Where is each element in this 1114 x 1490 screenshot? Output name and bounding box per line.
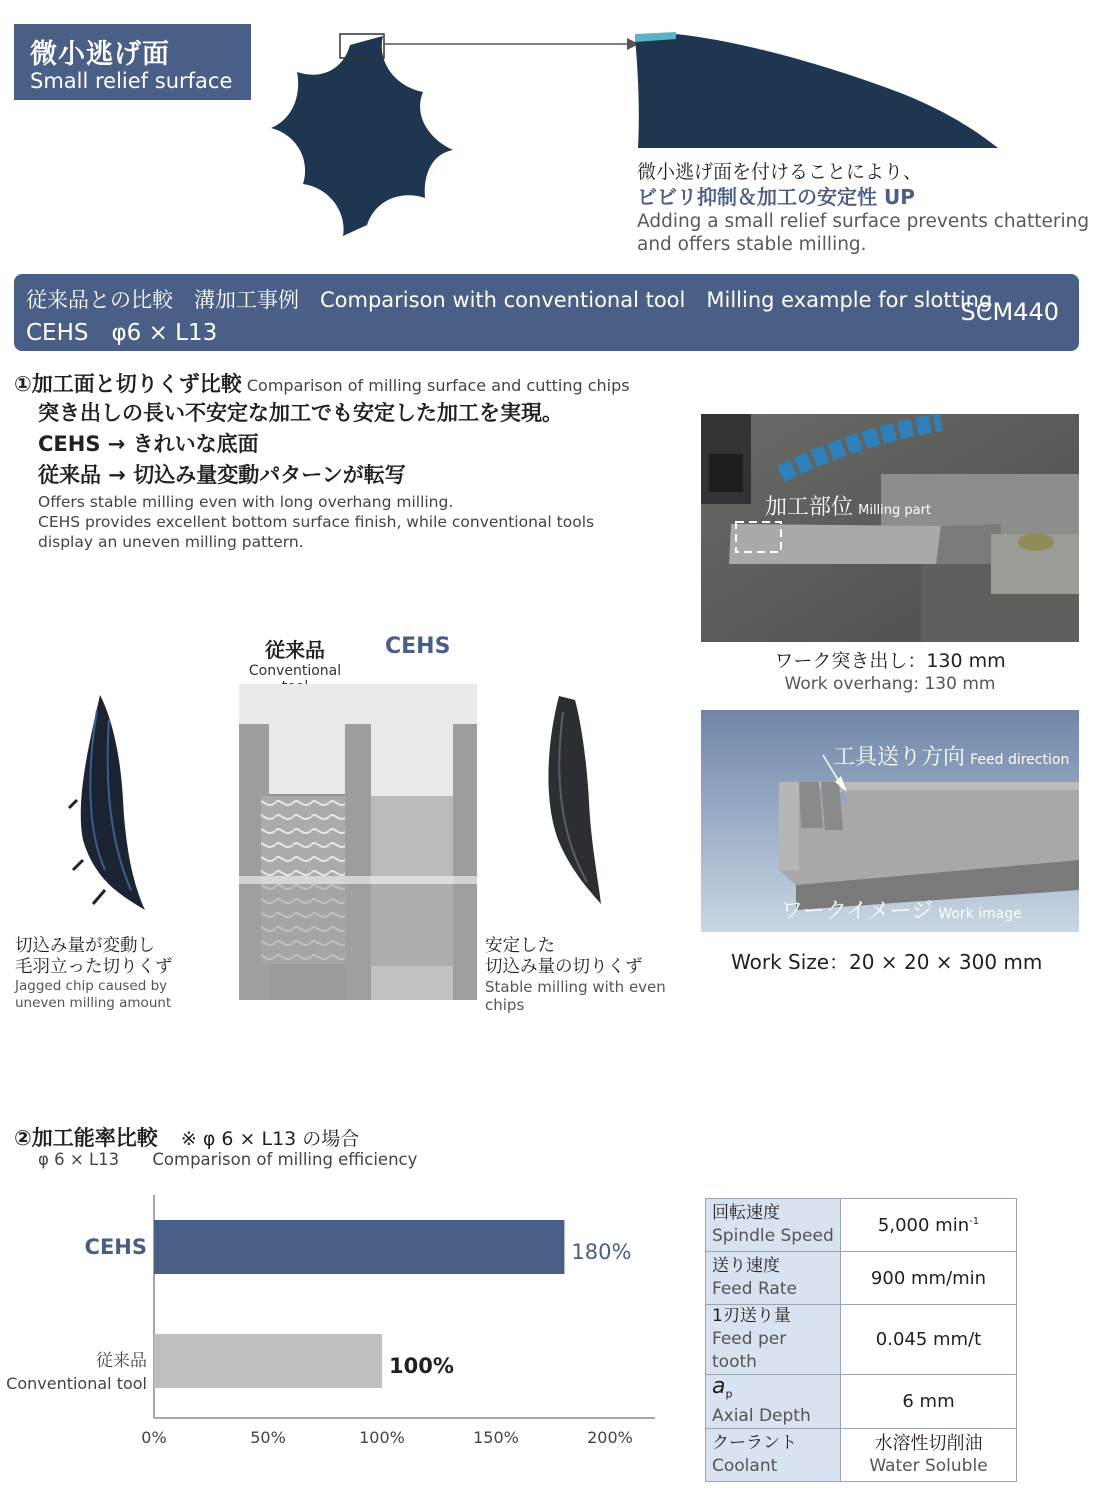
condition-label: [706, 1375, 841, 1429]
relief-desc-en-2: and offers stable milling.: [637, 234, 867, 255]
condition-label: [706, 1199, 841, 1252]
section2-sub-2: Comparison of milling efficiency: [152, 1150, 418, 1169]
condition-value-text: 5,000 min: [877, 1214, 970, 1236]
work-image: [701, 710, 1079, 932]
value-label-cehs: 180%: [571, 1240, 632, 1264]
relief-desc-jp-1: 微小逃げ面を付けることにより、: [637, 161, 923, 183]
conventional-label-en: Conventional: [248, 663, 342, 679]
relief-desc-jp-2: ビビリ抑制＆加工の安定性 UP: [637, 185, 915, 209]
banner-line-2: CEHS φ6 × L13: [26, 320, 218, 346]
section1-lead-1: 突き出しの長い不安定な加工でも安定した加工を実現。: [38, 401, 563, 425]
feed-direction-label: [833, 740, 1069, 771]
section1-heading-en: Comparison of milling surface and cutting chips: [246, 376, 630, 395]
section1-lead-3: 従来品 → 切込み量変動パターンが転写: [38, 463, 406, 487]
milling-part-jp: 加工部位: [765, 495, 854, 520]
banner-line-1: 従来品との比較 溝加工事例 Comparison with conventional tool Milling example for slotting: [26, 288, 993, 312]
cutting-edge-profile: [635, 34, 998, 148]
condition-label-en: Coolant: [712, 1456, 778, 1477]
section1-heading-jp: ①加工面と切りくず比較: [14, 372, 242, 396]
category-label-conventional-en: Conventional tool: [6, 1374, 147, 1393]
category-label-cehs: CEHS: [84, 1235, 147, 1259]
stable-chip-image: [537, 692, 612, 907]
surface-photo: [239, 684, 477, 1000]
work-image-jp: ワークイメージ: [781, 899, 934, 924]
condition-label: [706, 1429, 841, 1482]
condition-row-feed-rate: [706, 1252, 1017, 1305]
condition-label-jp: クーラント: [712, 1433, 797, 1454]
condition-value: 900 mm/min: [841, 1252, 1017, 1305]
condition-row-axial-depth: [706, 1375, 1017, 1429]
condition-value-en: Water Soluble: [869, 1456, 988, 1477]
feed-direction-jp: 工具送り方向: [833, 745, 966, 770]
overhang-jp: ワーク突き出し：130 mm: [774, 650, 1006, 672]
category-label-conventional-jp: 従来品: [96, 1351, 147, 1371]
condition-label: [706, 1305, 841, 1375]
x-tick-label: 150%: [473, 1428, 519, 1447]
value-label-conventional: 100%: [389, 1354, 454, 1378]
condition-label-jp: 送り速度: [712, 1256, 780, 1276]
conventional-label-jp: 従来品: [265, 638, 325, 662]
x-tick-label: 50%: [250, 1428, 286, 1447]
section2-heading-jp: ②加工能率比較: [14, 1126, 158, 1150]
left-chip-en-1: Jagged chip caused by: [15, 978, 168, 994]
left-chip-jp-1: 切込み量が変動し: [15, 936, 155, 956]
condition-label-jp: 回転速度: [712, 1203, 780, 1223]
condition-value: 0.045 mm/t: [841, 1305, 1017, 1375]
condition-row-feed-per-tooth: [706, 1305, 1017, 1375]
tool-cross-section: [255, 30, 650, 240]
condition-row-coolant: [706, 1429, 1017, 1482]
condition-value: [841, 1199, 1017, 1252]
condition-value-sup: -1: [969, 1215, 980, 1227]
machine-photo-image: [701, 414, 1079, 642]
relief-title-jp: 微小逃げ面: [30, 39, 170, 70]
left-chip-caption: [15, 936, 173, 1012]
condition-label-jp: 1刃送り量: [712, 1306, 791, 1326]
condition-value: 6 mm: [841, 1375, 1017, 1429]
comparison-banner: [14, 274, 1079, 351]
condition-label-en: Feed per tooth: [712, 1329, 787, 1372]
condition-label: [706, 1252, 841, 1305]
section1-en-1: Offers stable milling even with long overhang milling.: [38, 493, 454, 511]
bar-conventional: [154, 1334, 382, 1388]
bar-cehs: [154, 1220, 564, 1274]
right-chip-caption: [485, 936, 666, 1014]
condition-label-symbol-sub: p: [725, 1387, 733, 1401]
stable-chip: [548, 696, 601, 904]
banner-material: SCM440: [960, 298, 1059, 326]
work-size: Work Size：20 × 20 × 300 mm: [731, 950, 1043, 974]
x-tick-label: 100%: [359, 1428, 405, 1447]
efficiency-chart: [0, 1185, 690, 1455]
condition-value: [841, 1429, 1017, 1482]
section2-note: ※ φ 6 × L13 の場合: [180, 1128, 360, 1150]
condition-label-symbol: a: [712, 1374, 726, 1399]
condition-value-jp: 水溶性切削油: [874, 1433, 983, 1455]
x-tick-label: 0%: [141, 1428, 167, 1447]
cehs-label: CEHS: [385, 634, 451, 659]
right-chip-en-2: chips: [485, 996, 525, 1014]
section1-en-2: CEHS provides excellent bottom surface finish, while conventional tools: [38, 513, 595, 531]
section1-heading: [14, 368, 630, 398]
section1-lead: [38, 398, 563, 491]
work-image-label: [781, 894, 1022, 925]
right-chip-en-1: Stable milling with even: [485, 978, 666, 996]
left-chip-en-2: uneven milling amount: [15, 995, 172, 1011]
machine-photo: [701, 414, 1079, 642]
milling-part-label: [765, 490, 931, 521]
cutting-conditions-table: [705, 1198, 1017, 1482]
surface-photo-image: [239, 684, 477, 1000]
x-tick-label: 200%: [587, 1428, 633, 1447]
section1-en-3: display an uneven milling pattern.: [38, 533, 304, 551]
relief-zoom-view: [630, 30, 1010, 155]
condition-label-en: Feed Rate: [712, 1279, 797, 1299]
endmill-cross-section: [271, 36, 453, 236]
right-chip-jp-2: 切込み量の切りくず: [485, 957, 643, 977]
feed-direction-en: Feed direction: [970, 752, 1070, 768]
relief-desc-en-1: Adding a small relief surface prevents chattering: [637, 211, 1090, 232]
overhang-en: Work overhang: 130 mm: [784, 674, 996, 694]
relief-title-en: Small relief surface: [30, 69, 233, 93]
condition-label-en: Axial Depth: [712, 1406, 811, 1427]
jagged-chip-image: [65, 690, 160, 915]
milling-part-en: Milling part: [858, 503, 932, 518]
section2-heading: [14, 1122, 359, 1152]
relief-description: [637, 160, 1089, 256]
right-chip-jp-1: 安定した: [485, 936, 555, 956]
section1-english: [38, 492, 594, 552]
condition-label-en: Spindle Speed: [712, 1226, 834, 1246]
overhang-caption: [701, 650, 1079, 696]
left-chip-jp-2: 毛羽立った切りくず: [15, 957, 173, 977]
section1-lead-2: CEHS → きれいな底面: [38, 432, 259, 456]
section2-sub-1: φ 6 × L13: [38, 1150, 120, 1169]
section2-subheading: [38, 1150, 417, 1169]
work-image-en: Work image: [938, 906, 1022, 922]
condition-row-spindle-speed: [706, 1199, 1017, 1252]
relief-badge: [14, 24, 251, 100]
